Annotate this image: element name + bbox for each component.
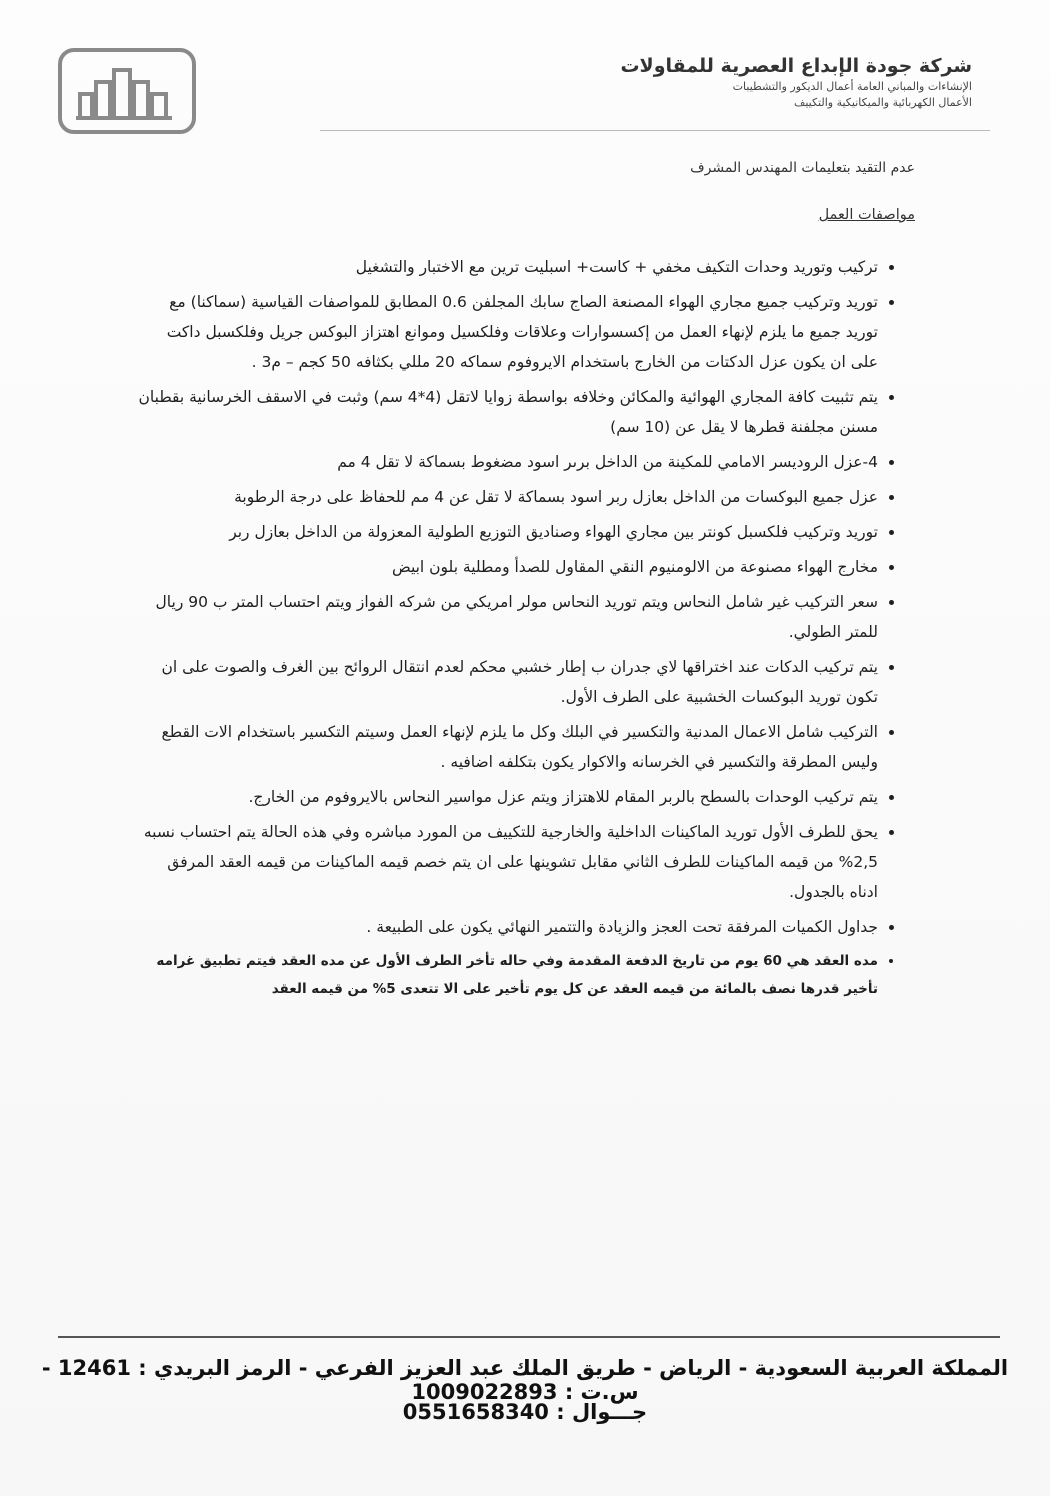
list-item: • جداول الكميات المرفقة تحت العجز والزيادة والتتمير النهائي يكون على الطبيعة . (138, 912, 878, 942)
list-item: • مخارج الهواء مصنوعة من الالومنيوم النقي المقاول للصدأ ومطلية بلون ابيض (138, 552, 878, 582)
company-activities-1: الإنشاءات والمباني العامة أعمال الديكور والتشطيبات (732, 80, 972, 93)
section-title: مواصفات العمل (818, 207, 915, 223)
list-item: • التركيب شامل الاعمال المدنية والتكسير في البلك وكل ما يلزم لإنهاء العمل وسيتم التكسير باستخدام الات القطع وليس المطرقة والتكسير في الخرسانه والاكوار يكون بتكلفه اضافيه . (138, 717, 878, 777)
specifications-list (138, 252, 900, 1008)
list-item: • تركيب وتوريد وحدات التكيف مخفي + كاست+ اسبليت ترين مع الاختبار والتشغيل (138, 252, 878, 282)
list-item: • توريد وتركيب فلكسبل كونتر بين مجاري الهواء وصناديق التوزيع الطولية المعزولة من الداخل بعازل ربر (138, 517, 878, 547)
footer-mobile: جـــوال : 0551658340 (402, 1400, 648, 1424)
list-item: • يحق للطرف الأول توريد الماكينات الداخلية والخارجية للتكييف من المورد مباشره وفي هذه الحالة يتم احتساب نسبه 2,5% من قيمه الماكينات للطرف الثاني مقابل تشوينها على ان يتم خصم قيمه الماكينات من قيمه العقد المرفق ادناه بالجدول. (138, 817, 878, 907)
company-logo (58, 48, 196, 134)
intro-line: عدم التقيد بتعليمات المهندس المشرف (690, 160, 915, 176)
list-item: • عزل جميع البوكسات من الداخل بعازل ربر اسود بسماكة لا تقل عن 4 مم للحفاظ على درجة الرطوبة (138, 482, 878, 512)
list-item: • سعر التركيب غير شامل النحاس ويتم توريد النحاس مولر امريكي من شركه الفواز ويتم احتساب المتر ب 90 ريال للمتر الطولي. (138, 587, 878, 647)
building-logo-icon (72, 60, 182, 122)
list-item: • توريد وتركيب جميع مجاري الهواء المصنعة الصاج سابك المجلفن 0.6 المطابق للمواصفات القياسية (سماكنا) مع توريد جميع ما يلزم لإنهاء العمل من إكسسوارات وعلاقات وفلكسيل وموانع اهتزاز البوكس جريل وفلكسبل داكت على ان يكون عزل الدكتات من الخارج باستخدام الايروفوم سماكه 20 مللي بكثافه 50 كجم – م3 . (138, 287, 878, 377)
company-activities-2: الأعمال الكهربائية والميكانيكية والتكييف (793, 96, 972, 109)
list-item: • يتم تركيب الوحدات بالسطح بالربر المقام للاهتزاز ويتم عزل مواسير النحاس بالايروفوم من الخارج. (138, 782, 878, 812)
company-name: شركة جودة الإبداع العصرية للمقاولات (620, 55, 972, 77)
list-item: • يتم تثبيت كافة المجاري الهوائية والمكائن وخلافه بواسطة زوايا لاتقل (4*4 سم) وثبت في الاسقف الخرسانية بقطبان مسنن مجلفنة قطرها لا يقل عن (10 سم) (138, 382, 878, 442)
list-item: • يتم تركيب الدكات عند اختراقها لاي جدران ب إطار خشبي محكم لعدم انتقال الروائح بين الغرف والصوت على ان تكون توريد البوكسات الخشبية على الطرف الأول. (138, 652, 878, 712)
footer-divider (58, 1336, 1000, 1338)
header-divider (320, 130, 990, 131)
company-header (532, 55, 972, 109)
list-item: • 4-عزل الروديسر الامامي للمكينة من الداخل برىر اسود مضغوط بسماكة لا تقل 4 مم (138, 447, 878, 477)
footer-address: المملكة العربية السعودية - الرياض - طريق الملك عبد العزيز الفرعي - الرمز البريدي : 12461 - س.ت : 1009022893 (41, 1356, 1009, 1404)
list-item: • مده العقد هي 60 يوم من تاريخ الدفعة المقدمة وفي حاله تأخر الطرف الأول عن مده العقد فيتم تطبيق غرامه تأخير قدرها نصف بالمائة من قيمه العقد عن كل يوم تأخير على الا تتعدى 5% من قيمه العقد (138, 947, 878, 1003)
